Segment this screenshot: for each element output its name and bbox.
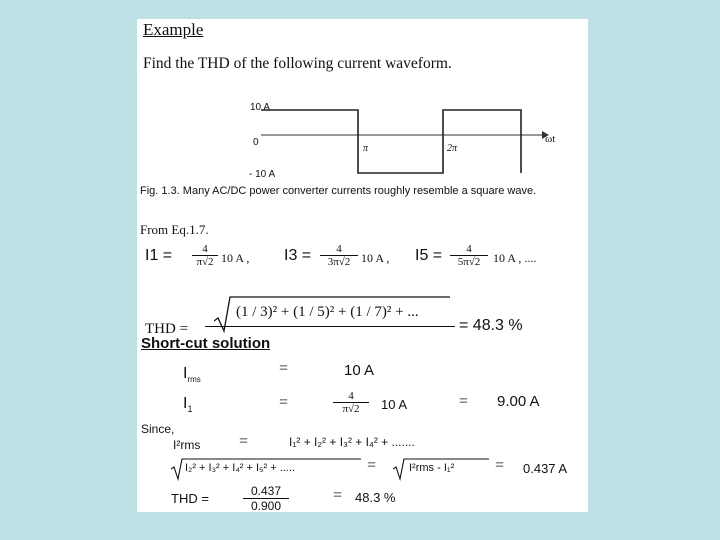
i1-denominator: π√2 xyxy=(196,256,214,268)
thd-fraction-bar xyxy=(205,326,455,327)
i1-short-symbol: I xyxy=(183,395,188,412)
thd-short-fraction xyxy=(243,484,289,512)
i1-short-value: 9.00 A xyxy=(497,393,540,410)
i5-denominator: 5π√2 xyxy=(457,256,481,268)
label-zero: 0 xyxy=(253,137,259,148)
label-pi: π xyxy=(363,143,369,154)
i5-fraction xyxy=(450,243,488,268)
label-omega-t: ωt xyxy=(545,133,556,145)
slide-page xyxy=(137,19,588,512)
square-wave-plot xyxy=(137,19,588,199)
thd-short-value: 48.3 % xyxy=(355,490,396,505)
thd-result: = 48.3 % xyxy=(459,317,523,334)
distortion-equals: = xyxy=(367,457,377,474)
i3-numerator: 4 xyxy=(320,243,358,256)
thd-lhs: THD = xyxy=(145,321,189,337)
distortion-sum: I₂² + I₃² + I₄² + I₅² + ..... xyxy=(185,462,295,474)
rms-sum-lhs: I²rms xyxy=(173,438,201,452)
irms-value: 10 A xyxy=(344,362,375,379)
thd-short-equals: = xyxy=(333,487,343,504)
example-heading: Example xyxy=(143,20,204,39)
i1-unit: 10 A , xyxy=(221,251,250,265)
rms-diff: I²rms - I₁² xyxy=(409,462,455,474)
irms-subscript: rms xyxy=(187,375,201,385)
thd-radicand: (1 / 3)² + (1 / 5)² + (1 / 7)² + ... xyxy=(236,304,419,320)
i1-lhs: I1 = xyxy=(145,247,173,264)
thd-short-numerator: 0.437 xyxy=(243,484,289,499)
i5-numerator: 4 xyxy=(450,243,488,256)
rms-sum-rhs: I₁² + I₂² + I₃² + I₄² + ....... xyxy=(289,435,415,449)
irms-label xyxy=(183,365,201,384)
label-2pi: 2π xyxy=(447,143,458,154)
i5-unit: 10 A , .... xyxy=(493,251,537,265)
shortcut-title: Short-cut solution xyxy=(141,335,271,352)
label-10a: 10 A xyxy=(250,102,271,113)
i1-fraction xyxy=(192,243,218,268)
figure-caption: Fig. 1.3. Many AC/DC power converter currents roughly resemble a square wave. xyxy=(140,185,537,197)
i1-short-subscript: 1 xyxy=(187,404,193,415)
i1-short-unit: 10 A xyxy=(381,397,408,412)
square-wave-trace xyxy=(261,110,521,173)
distortion-equals2: = xyxy=(495,457,505,474)
i3-fraction xyxy=(320,243,358,268)
distortion-value: 0.437 A xyxy=(523,461,568,476)
i1-numerator: 4 xyxy=(192,243,218,256)
i1-short-equals: = xyxy=(279,394,289,411)
from-eq-label: From Eq.1.7. xyxy=(140,222,209,237)
thd-short-denominator: 0.900 xyxy=(250,499,282,512)
since-label: Since, xyxy=(141,422,175,436)
irms-symbol: I xyxy=(183,365,188,382)
i3-denominator: 3π√2 xyxy=(327,256,351,268)
rms-sum-equals: = xyxy=(239,433,249,450)
irms-equals: = xyxy=(279,360,289,377)
i1-short-numerator: 4 xyxy=(333,390,369,403)
i5-lhs: I5 = xyxy=(415,247,443,264)
i1-short-denominator: π√2 xyxy=(342,403,360,415)
i3-lhs: I3 = xyxy=(284,247,312,264)
i1-short-equals2: = xyxy=(459,393,469,410)
i1-short-label xyxy=(183,395,192,414)
label-minus-10a: - 10 A xyxy=(249,169,276,180)
i3-unit: 10 A , xyxy=(361,251,390,265)
thd-short-lhs: THD = xyxy=(171,491,209,506)
i1-short-fraction xyxy=(333,390,369,415)
problem-statement: Find the THD of the following current waveform. xyxy=(143,55,452,72)
